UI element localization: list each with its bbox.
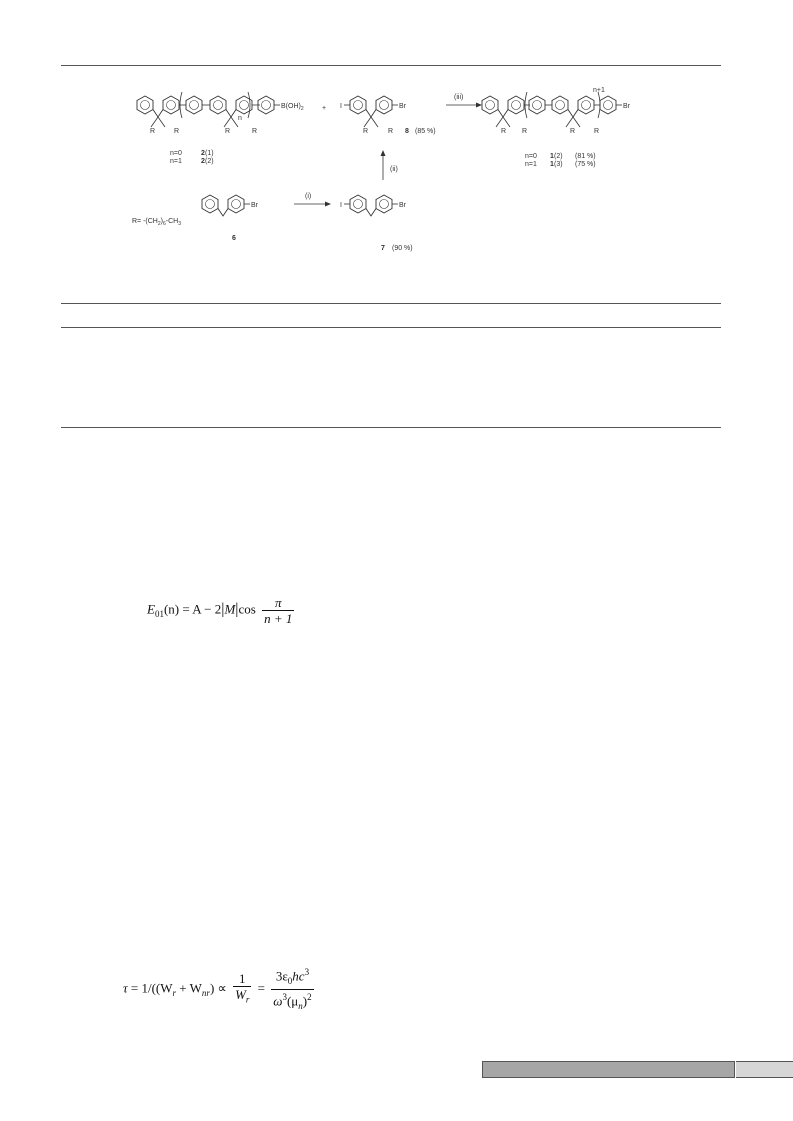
right-compound-table: [525, 153, 596, 168]
svg-text:n=0: n=0: [525, 153, 537, 160]
r-definition: $R= -(CH_2)_6-CH_3$: [132, 218, 182, 227]
svg-text:(75 %): (75 %): [575, 161, 596, 168]
step-i-label: (i): [305, 193, 312, 200]
r-label: R: [363, 128, 369, 135]
plus-sign: +: [322, 105, 327, 112]
svg-text:Br: Br: [399, 103, 406, 110]
boronic-label: $B(OH)_2$: [281, 103, 304, 112]
equation-lifetime-fraction-2: $\frac{3\varepsilon_0hc^3}{\omega^3(\mu_n)^2}$: [273, 967, 312, 1011]
arrow-step-iii: [446, 103, 482, 108]
left-compound-table: [170, 150, 214, 165]
svg-text:1: 1: [550, 161, 554, 168]
r-label: R: [225, 128, 231, 135]
svg-text:Br: Br: [623, 103, 630, 110]
compound-8-label: 8: [405, 128, 409, 135]
compound-6-label: 6: [232, 235, 236, 242]
equation-energy: $E_{01}(n) = A - 2|M|\cos$ $\frac{\pi}{n + 1}$: [147, 595, 293, 626]
compound-1-structure: [482, 92, 631, 127]
compound-2-structure: [137, 92, 280, 127]
synthesis-scheme: [100, 80, 700, 260]
r-label: R: [150, 128, 156, 135]
svg-text:(2): (2): [554, 153, 563, 160]
compound-7-yield: (90 %): [392, 245, 413, 252]
svg-text:2: 2: [201, 158, 205, 165]
r-label: R: [501, 128, 507, 135]
svg-text:(3): (3): [554, 161, 563, 168]
svg-text:I: I: [340, 202, 342, 209]
footer-bar: [482, 1061, 735, 1078]
r-label: R: [252, 128, 258, 135]
svg-text:n=1: n=1: [170, 158, 182, 165]
compound-6-structure: [202, 195, 259, 216]
arrow-step-ii: [381, 150, 386, 180]
svg-text:1: 1: [550, 153, 554, 160]
repeat-n-label: n: [238, 115, 242, 122]
r-label: R: [522, 128, 528, 135]
table-top-rule: [61, 327, 721, 328]
svg-text:(1): (1): [205, 150, 214, 157]
svg-text:Br: Br: [251, 202, 258, 209]
svg-text:(2): (2): [205, 158, 214, 165]
r-label: R: [388, 128, 394, 135]
footer-page-box: [736, 1061, 793, 1078]
r-label: R: [594, 128, 600, 135]
svg-text:(81 %): (81 %): [575, 153, 596, 160]
equation-energy-fraction: $\frac{\pi}{n + 1}$: [264, 595, 293, 626]
caption-rule: [61, 303, 721, 304]
table-bottom-rule: [61, 427, 721, 428]
svg-text:2: 2: [201, 150, 205, 157]
equation-lifetime: $\tau = 1/((W_r + W_{nr})$ ∝ $\frac{1}{W_r}$ = $\frac{3\varepsilon_0hc^3}{\omega^3(\mu_n)^2}$: [123, 965, 317, 1014]
step-ii-label: (ii): [390, 166, 398, 173]
compound-7-structure: [340, 195, 407, 216]
r-label: R: [570, 128, 576, 135]
equation-lifetime-fraction-1: $\frac{1}{W_r}$: [235, 971, 250, 1005]
r-label: R: [174, 128, 180, 135]
top-rule: [61, 65, 721, 66]
repeat-n-plus-1-label: n+1: [593, 87, 605, 94]
compound-8-structure: [340, 96, 407, 127]
svg-text:n=0: n=0: [170, 150, 182, 157]
svg-text:I: I: [340, 103, 342, 110]
arrow-step-i: [294, 202, 331, 207]
step-iii-label: (iii): [454, 94, 464, 101]
svg-text:n=1: n=1: [525, 161, 537, 168]
compound-7-label: 7: [381, 245, 385, 252]
compound-8-yield: (85 %): [415, 128, 436, 135]
svg-text:Br: Br: [399, 202, 406, 209]
